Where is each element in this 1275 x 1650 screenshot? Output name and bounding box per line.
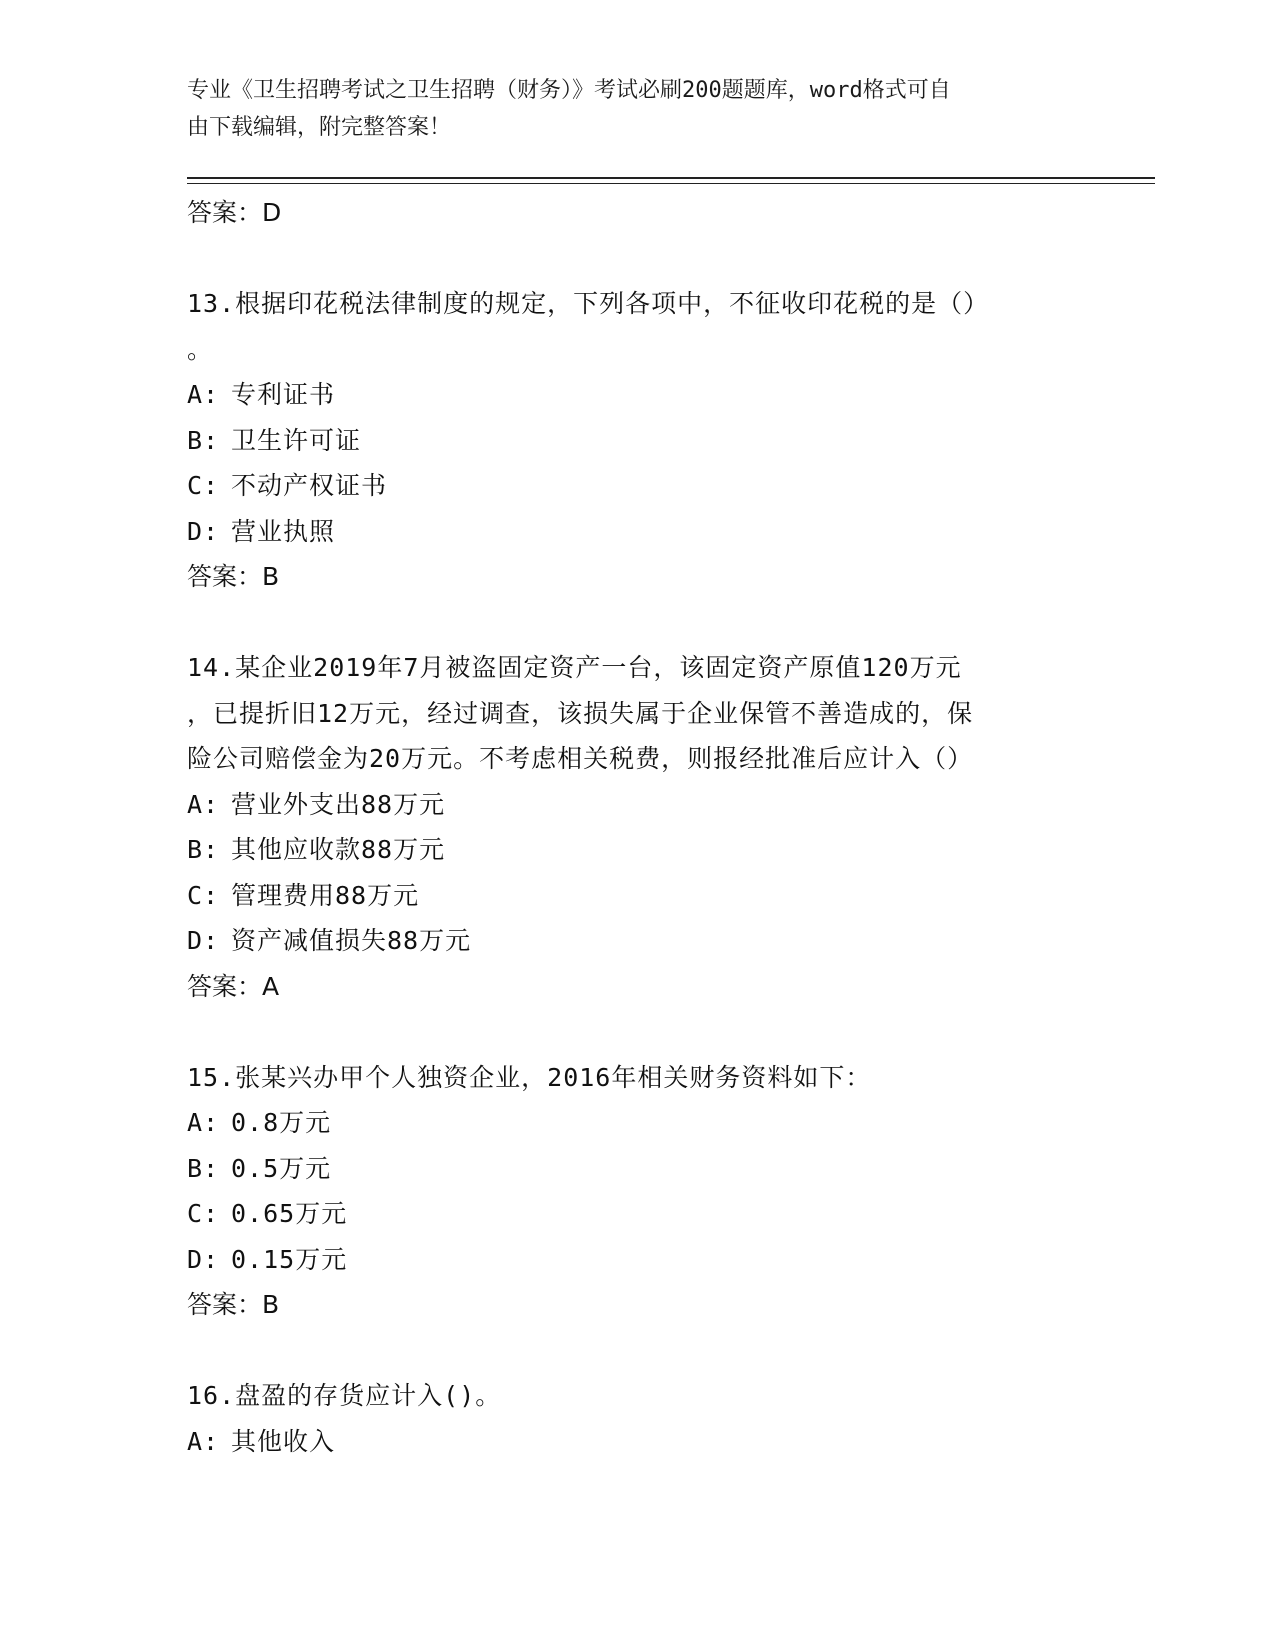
question-14-option-a: [187, 782, 1087, 828]
question-13-answer: 答案：B: [187, 562, 280, 591]
option-text: 0.5万元: [231, 1153, 332, 1183]
question-15-answer: 答案：B: [187, 1290, 280, 1319]
option-letter: C:: [187, 880, 220, 910]
option-text: 其他应收款88万元: [231, 835, 446, 864]
document-header: [187, 72, 1067, 146]
answer-previous: 答案：D: [187, 198, 282, 227]
option-letter: B:: [187, 835, 220, 864]
option-text: 专利证书: [231, 380, 336, 409]
question-14-stem-line-1: 14.某企业2019年7月被盗固定资产一台，该固定资产原值120万元: [187, 653, 962, 682]
option-letter: D:: [187, 516, 220, 546]
question-13-option-d: [187, 509, 1087, 555]
question-13-stem-line-2: 。: [187, 334, 214, 364]
question-13: [187, 281, 1087, 600]
question-16-option-a: [187, 1419, 1087, 1465]
option-text: 卫生许可证: [231, 425, 362, 455]
option-text: 管理费用88万元: [231, 880, 420, 910]
question-14: [187, 645, 1087, 1009]
question-15-option-b: [187, 1146, 1087, 1192]
question-13-option-b: [187, 418, 1087, 464]
option-letter: D:: [187, 926, 220, 955]
question-15-option-d: [187, 1237, 1087, 1283]
option-text: 不动产权证书: [231, 471, 388, 500]
question-14-option-b: [187, 827, 1087, 873]
option-text: 资产减值损失88万元: [231, 926, 472, 955]
question-16: [187, 1373, 1087, 1464]
question-15-option-a: [187, 1100, 1087, 1146]
question-13-stem-line-1: 13.根据印花税法律制度的规定，下列各项中，不征收印花税的是（）: [187, 289, 990, 318]
option-letter: A:: [187, 380, 220, 409]
question-14-stem-line-2: ，已提折旧12万元，经过调查，该损失属于企业保管不善造成的，保: [187, 698, 974, 728]
question-list: [187, 190, 1087, 1464]
option-letter: B:: [187, 425, 220, 455]
option-letter: C:: [187, 471, 220, 500]
question-13-option-c: [187, 463, 1087, 509]
question-14-answer: 答案：A: [187, 971, 280, 1001]
header-rule-thick: [187, 177, 1155, 179]
header-rule-thin: [187, 183, 1155, 184]
question-15: [187, 1055, 1087, 1328]
option-letter: B:: [187, 1153, 220, 1183]
option-text: 营业外支出88万元: [231, 789, 446, 819]
question-16-stem-line-1: 16.盘盈的存货应计入()。: [187, 1381, 502, 1410]
question-14-option-d: [187, 918, 1087, 964]
option-text: 0.65万元: [231, 1199, 348, 1228]
option-letter: C:: [187, 1199, 220, 1228]
option-letter: A:: [187, 789, 220, 819]
header-line-2: 由下载编辑，附完整答案！: [187, 115, 452, 140]
option-letter: D:: [187, 1244, 220, 1274]
option-text: 其他收入: [231, 1426, 336, 1456]
option-text: 0.15万元: [231, 1244, 348, 1274]
header-line-1: 专业《卫生招聘考试之卫生招聘（财务）》考试必刷200题题库，word格式可自: [187, 78, 951, 103]
option-text: 0.8万元: [231, 1108, 332, 1137]
question-14-stem-line-3: 险公司赔偿金为20万元。不考虑相关税费，则报经批准后应计入（）: [187, 744, 974, 773]
question-15-stem-line-1: 15.张某兴办甲个人独资企业，2016年相关财务资料如下：: [187, 1062, 872, 1092]
question-13-option-a: [187, 372, 1087, 418]
option-letter: A:: [187, 1108, 220, 1137]
question-15-option-c: [187, 1191, 1087, 1237]
question-14-option-c: [187, 873, 1087, 919]
option-text: 营业执照: [231, 516, 336, 546]
option-letter: A:: [187, 1426, 220, 1456]
